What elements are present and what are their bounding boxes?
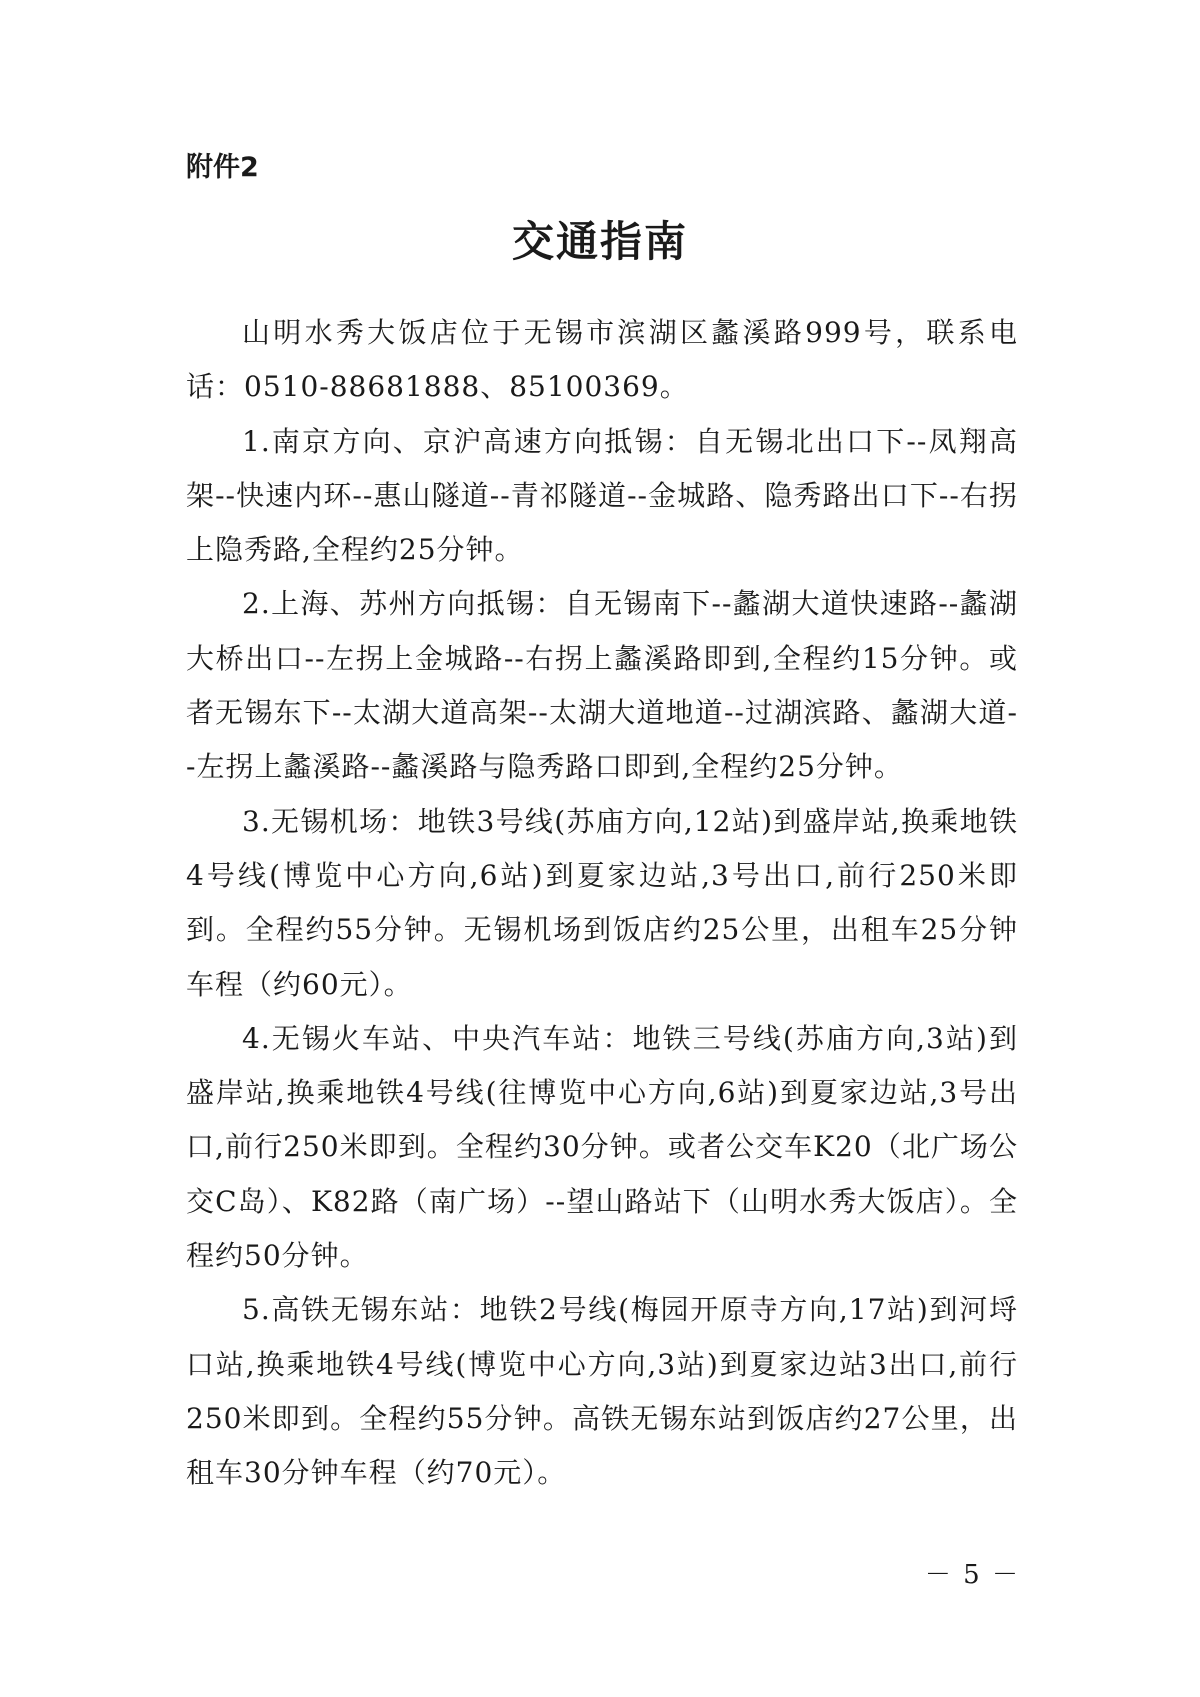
page-number: － 5 － (924, 1560, 1020, 1590)
paragraph-intro: 山明水秀大饭店位于无锡市滨湖区蠡溪路999号，联系电话：0510-88681888、85100369。 (186, 316, 1018, 404)
paragraph-shanghai-route: 2.上海、苏州方向抵锡：自无锡南下--蠡湖大道快速路--蠡湖大桥出口--左拐上金城路--右拐上蠡溪路即到,全程约15分钟。或者无锡东下--太湖大道高架--太湖大道地道--过湖滨路、蠡湖大道--左拐上蠡溪路--蠡溪路与隐秀路口即到,全程约25分钟。 (186, 587, 1018, 784)
paragraph-airport-route: 3.无锡机场：地铁3号线(苏庙方向,12站)到盛岸站,换乘地铁4号线(博览中心方向,6站)到夏家边站,3号出口,前行250米即到。全程约55分钟。无锡机场到饭店约25公里，出租车25分钟车程（约60元）。 (186, 804, 1018, 1001)
document-body (186, 306, 1018, 1501)
document-title: 交通指南 (511, 217, 688, 266)
attachment-label: 附件2 (186, 152, 259, 183)
paragraph-railway-route: 4.无锡火车站、中央汽车站：地铁三号线(苏庙方向,3站)到盛岸站,换乘地铁4号线(往博览中心方向,6站)到夏家边站,3号出口,前行250米即到。全程约30分钟。或者公交车K20（北广场公交C岛）、K82路（南广场）--望山路站下（山明水秀大饭店）。全程约50分钟。 (186, 1021, 1018, 1273)
paragraph-nanjing-route: 1.南京方向、京沪高速方向抵锡：自无锡北出口下--凤翔高架--快速内环--惠山隧道--青祁隧道--金城路、隐秀路出口下--右拐上隐秀路,全程约25分钟。 (186, 424, 1018, 567)
paragraph-high-speed-rail-route: 5.高铁无锡东站：地铁2号线(梅园开原寺方向,17站)到河埒口站,换乘地铁4号线(博览中心方向,3站)到夏家边站3出口,前行250米即到。全程约55分钟。高铁无锡东站到饭店约27公里，出租车30分钟车程（约70元）。 (186, 1293, 1018, 1490)
